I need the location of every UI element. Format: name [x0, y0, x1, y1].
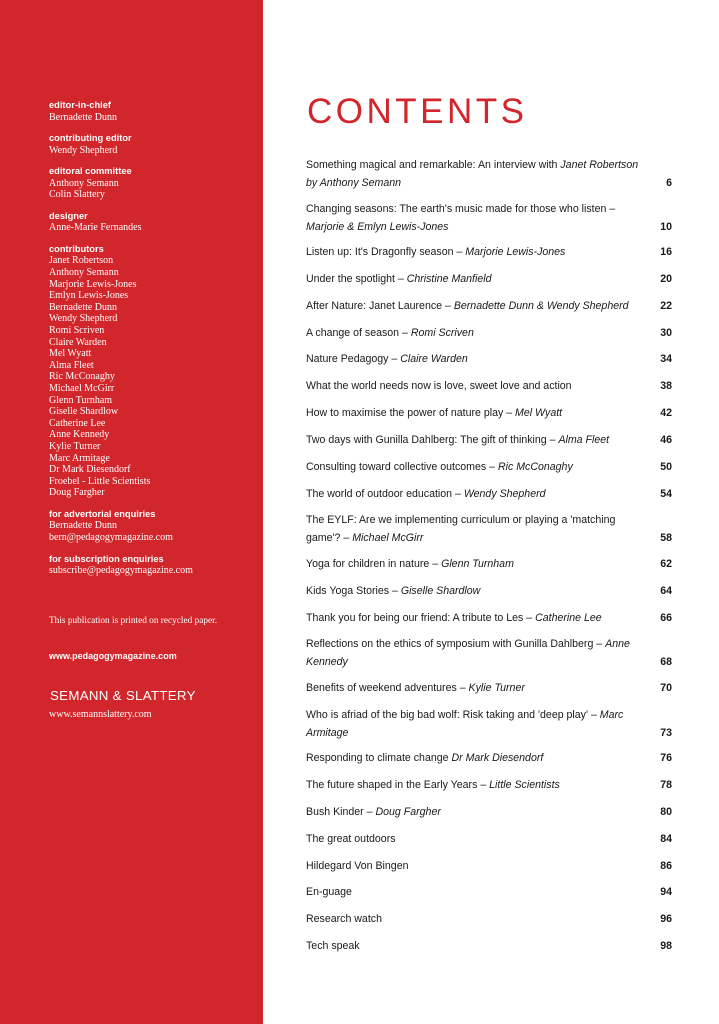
- credit-group: [49, 166, 254, 201]
- contents-entry[interactable]: [306, 458, 672, 476]
- entry-page-number: 34: [660, 353, 672, 365]
- entry-author: Janet Robertson by Anthony Semann: [306, 159, 639, 189]
- entry-page-number: 86: [660, 860, 672, 872]
- entry-page-number: 58: [660, 532, 672, 544]
- entry-author: Romi Scriven: [410, 327, 474, 339]
- contents-entry[interactable]: [306, 937, 672, 955]
- entry-author: Kylie Turner: [468, 682, 525, 694]
- entry-page-number: 64: [660, 585, 672, 597]
- contents-entry[interactable]: [306, 297, 672, 315]
- entry-page-number: 98: [660, 940, 672, 952]
- entry-text: [306, 706, 646, 742]
- entry-page-number: 30: [660, 327, 672, 339]
- credit-name: Wendy Shepherd: [49, 313, 118, 325]
- credit-name: Michael McGirr: [49, 383, 115, 394]
- credit-name: Giselle Shardlow: [49, 406, 119, 418]
- contents-entry[interactable]: [306, 830, 672, 848]
- contents-entry[interactable]: [306, 377, 672, 395]
- contents-entry[interactable]: [306, 511, 672, 547]
- contents-entry[interactable]: [306, 706, 672, 742]
- entry-author: Claire Warden: [400, 353, 468, 365]
- entry-author: Catherine Lee: [535, 612, 602, 624]
- contents-entry[interactable]: [306, 582, 672, 600]
- entry-title: Under the spotlight –: [306, 273, 407, 285]
- publisher-url[interactable]: www.semannslattery.com: [49, 709, 152, 720]
- contents-entry[interactable]: [306, 200, 672, 236]
- entry-title: Bush Kinder –: [306, 806, 376, 818]
- contents-entry[interactable]: [306, 431, 672, 449]
- contents-entry[interactable]: [306, 776, 672, 794]
- entry-title: En-guage: [306, 886, 352, 898]
- entry-title: Thank you for being our friend: A tribute to Les –: [306, 612, 536, 624]
- entry-page-number: 70: [660, 682, 672, 694]
- entry-text: [306, 350, 646, 368]
- entry-author: Mel Wyatt: [515, 407, 563, 419]
- entry-title: The great outdoors: [306, 833, 396, 845]
- entry-title: Yoga for children in nature –: [306, 558, 442, 570]
- entry-title: What the world needs now is love, sweet love and action: [306, 380, 572, 392]
- entry-title: The world of outdoor education –: [306, 488, 464, 500]
- entry-title: How to maximise the power of nature play –: [306, 407, 516, 419]
- credit-name: Wendy Shepherd: [49, 144, 118, 156]
- entry-text: [306, 635, 646, 671]
- credit-group: [49, 211, 254, 234]
- entry-text: [306, 776, 646, 794]
- entry-title: Responding to climate change: [306, 752, 452, 764]
- entry-text: [306, 324, 646, 342]
- entry-title: Reflections on the ethics of symposium with Gunilla Dahlberg –: [306, 638, 606, 650]
- entry-page-number: 10: [660, 221, 672, 233]
- entry-text: [306, 377, 646, 395]
- contents-page: [263, 0, 719, 1024]
- credit-name: Mel Wyatt: [49, 348, 92, 360]
- credit-group: [49, 244, 254, 499]
- entry-text: [306, 431, 646, 449]
- credit-name: Bernadette Dunn: [49, 111, 118, 123]
- entry-author: Wendy Shepherd: [463, 488, 546, 500]
- entry-title: Research watch: [306, 913, 382, 925]
- entry-page-number: 62: [660, 558, 672, 570]
- entry-page-number: 54: [660, 488, 672, 500]
- entry-page-number: 46: [660, 434, 672, 446]
- credit-name: Doug Fargher: [49, 487, 105, 499]
- entry-page-number: 76: [660, 752, 672, 764]
- entry-page-number: 6: [666, 177, 672, 189]
- contents-entry[interactable]: [306, 156, 672, 192]
- entry-title: The EYLF: Are we implementing curriculum or playing a 'matching game'? –: [306, 514, 616, 544]
- credit-name: Kylie Turner: [49, 440, 101, 452]
- entry-text: [306, 200, 646, 236]
- credit-name[interactable]: subscribe@pedagogymagazine.com: [49, 565, 193, 577]
- entry-text: [306, 937, 646, 955]
- entry-author: Dr Mark Diesendorf: [451, 752, 544, 764]
- entry-page-number: 50: [660, 461, 672, 473]
- page-title: CONTENTS: [307, 92, 528, 131]
- credit-heading: for subscription enquiries: [49, 553, 164, 564]
- entry-text: [306, 749, 646, 767]
- credit-name: Romi Scriven: [49, 325, 105, 337]
- entry-text: [306, 830, 646, 848]
- entry-text: [306, 243, 646, 261]
- entry-page-number: 96: [660, 913, 672, 925]
- contents-entry[interactable]: [306, 635, 672, 671]
- contents-entry[interactable]: [306, 857, 672, 875]
- entry-title: Kids Yoga Stories –: [306, 585, 401, 597]
- entry-title: After Nature: Janet Laurence –: [306, 300, 454, 312]
- entry-text: [306, 297, 646, 315]
- contents-entry[interactable]: [306, 910, 672, 928]
- credit-name: Bernadette Dunn: [49, 301, 118, 313]
- entry-title: Hildegard Von Bingen: [306, 860, 409, 872]
- entry-author: Giselle Shardlow: [400, 585, 481, 597]
- entry-text: [306, 458, 646, 476]
- entry-author: Bernadette Dunn & Wendy Shepherd: [453, 300, 629, 312]
- entry-text: [306, 803, 646, 821]
- entry-page-number: 84: [660, 833, 672, 845]
- entry-page-number: 80: [660, 806, 672, 818]
- contents-entry[interactable]: [306, 803, 672, 821]
- credit-name: Anne Kennedy: [49, 429, 110, 441]
- masthead-sidebar: [0, 0, 263, 1024]
- credit-name: Emlyn Lewis-Jones: [49, 290, 129, 302]
- entry-text: [306, 609, 646, 627]
- entry-title: Changing seasons: The earth's music made for those who listen –: [306, 203, 616, 215]
- credit-name: Marjorie Lewis-Jones: [49, 278, 137, 290]
- credit-heading: designer: [49, 210, 88, 221]
- entry-text: [306, 857, 646, 875]
- entry-text: [306, 910, 646, 928]
- entry-author: Marjorie Lewis-Jones: [465, 246, 566, 258]
- credit-name: Anthony Semann: [49, 177, 119, 189]
- credit-heading: for advertorial enquiries: [49, 508, 156, 519]
- entry-page-number: 22: [660, 300, 672, 312]
- credit-name: Claire Warden: [49, 336, 107, 348]
- entry-text: [306, 404, 646, 422]
- entry-text: [306, 679, 646, 697]
- credit-name: Dr Mark Diesendorf: [49, 464, 131, 476]
- contents-entry[interactable]: [306, 324, 672, 342]
- publisher-logo: SEMANN & SLATTERY: [50, 688, 196, 703]
- credit-name: Alma Fleet: [49, 359, 94, 371]
- entry-author: Michael McGirr: [352, 532, 424, 544]
- credit-name: Anthony Semann: [49, 267, 119, 279]
- contents-entry[interactable]: [306, 679, 672, 697]
- credit-heading: editoral committee: [49, 166, 132, 177]
- contents-entry[interactable]: [306, 485, 672, 503]
- entry-text: [306, 555, 646, 573]
- entry-title: Something magical and remarkable: An interview with: [306, 159, 561, 171]
- entry-page-number: 68: [660, 656, 672, 668]
- credit-name[interactable]: bern@pedagogymagazine.com: [49, 532, 173, 544]
- entry-title: Who is afriad of the big bad wolf: Risk taking and 'deep play' –: [306, 709, 600, 721]
- entry-title: Nature Pedagogy –: [306, 353, 401, 365]
- credits-list: [49, 100, 254, 587]
- credit-heading: contributors: [49, 243, 104, 254]
- credit-group: [49, 100, 254, 123]
- entry-author: Glenn Turnham: [441, 558, 514, 570]
- entry-title: Listen up: It's Dragonfly season –: [306, 246, 466, 258]
- entry-page-number: 78: [660, 779, 672, 791]
- credit-heading: editor-in-chief: [49, 100, 111, 110]
- credit-name: Colin Slattery: [49, 189, 105, 201]
- entry-author: Anne Kennedy: [306, 638, 630, 668]
- entry-text: [306, 156, 646, 192]
- contents-entry[interactable]: [306, 270, 672, 288]
- contents-entry[interactable]: [306, 555, 672, 573]
- contents-entry[interactable]: [306, 243, 672, 261]
- website-link[interactable]: www.pedagogymagazine.com: [49, 651, 177, 661]
- entry-text: [306, 883, 646, 901]
- credit-name: Marc Armitage: [49, 452, 110, 464]
- entry-page-number: 94: [660, 886, 672, 898]
- credit-name: Froebel - Little Scientists: [49, 475, 151, 487]
- contents-entry[interactable]: [306, 749, 672, 767]
- contents-entry[interactable]: [306, 404, 672, 422]
- entry-author: Doug Fargher: [375, 806, 441, 818]
- entry-text: [306, 582, 646, 600]
- entry-title: Two days with Gunilla Dahlberg: The gift of thinking –: [306, 434, 559, 446]
- contents-entry[interactable]: [306, 609, 672, 627]
- entry-page-number: 42: [660, 407, 672, 419]
- credit-group: [49, 509, 254, 544]
- credit-name: Catherine Lee: [49, 417, 106, 429]
- entry-author: Ric McConaghy: [497, 461, 573, 473]
- entry-page-number: 20: [660, 273, 672, 285]
- entry-page-number: 73: [660, 727, 672, 739]
- credit-name: Janet Robertson: [49, 255, 114, 267]
- contents-entry[interactable]: [306, 350, 672, 368]
- entry-page-number: 38: [660, 380, 672, 392]
- credit-heading: contributing editor: [49, 133, 132, 144]
- entry-title: Tech speak: [306, 940, 360, 952]
- entry-author: Christine Manfield: [406, 273, 492, 285]
- entry-author: Marc Armitage: [306, 709, 624, 739]
- credit-name: Anne-Marie Fernandes: [49, 222, 142, 234]
- entry-text: [306, 511, 646, 547]
- entry-title: A change of season –: [306, 327, 411, 339]
- credit-name: Bernadette Dunn: [49, 520, 118, 532]
- credit-group: [49, 133, 254, 156]
- entry-author: Alma Fleet: [558, 434, 610, 446]
- credit-name: Glenn Turnham: [49, 394, 113, 406]
- entry-author: Marjorie & Emlyn Lewis-Jones: [306, 221, 449, 233]
- credit-name: Ric McConaghy: [49, 371, 115, 383]
- entry-text: [306, 270, 646, 288]
- entry-author: Little Scientists: [489, 779, 560, 791]
- credit-group: [49, 554, 254, 577]
- entry-title: The future shaped in the Early Years –: [306, 779, 490, 791]
- contents-entry[interactable]: [306, 883, 672, 901]
- entry-title: Benefits of weekend adventures –: [306, 682, 469, 694]
- entry-page-number: 16: [660, 246, 672, 258]
- entry-text: [306, 485, 646, 503]
- entry-title: Consulting toward collective outcomes –: [306, 461, 498, 473]
- entry-page-number: 66: [660, 612, 672, 624]
- print-note: This publication is printed on recycled paper.: [49, 616, 218, 626]
